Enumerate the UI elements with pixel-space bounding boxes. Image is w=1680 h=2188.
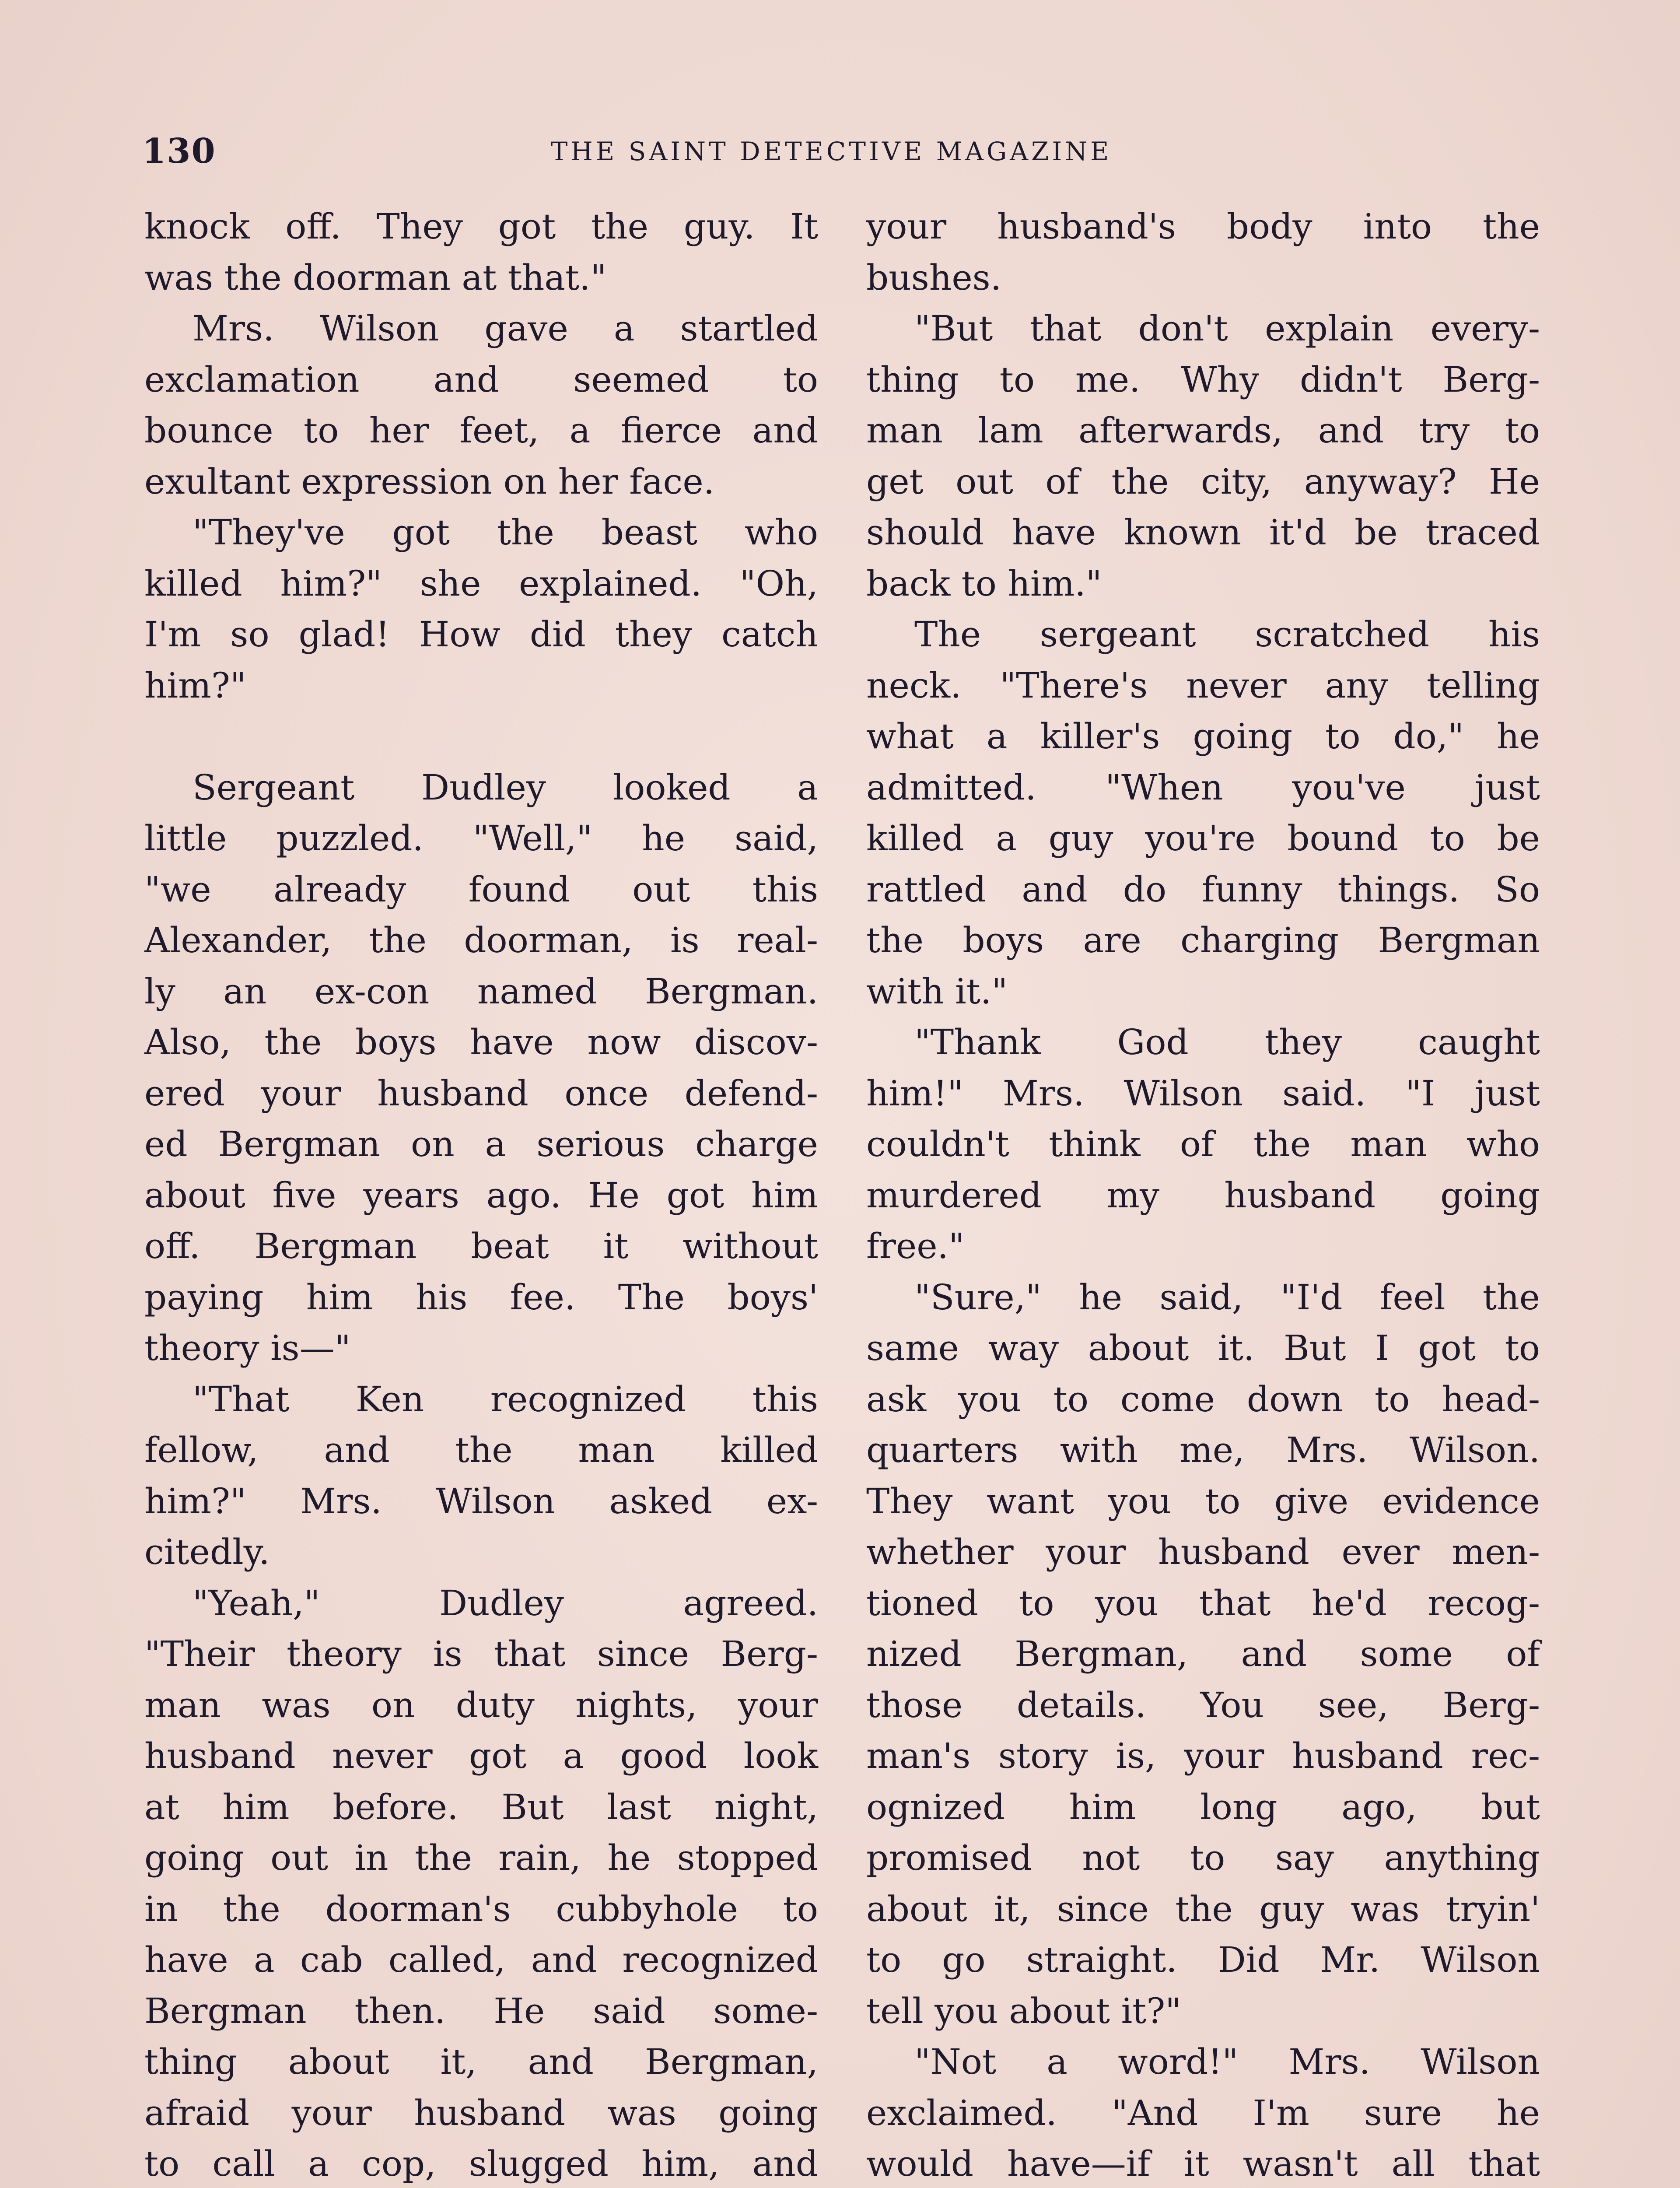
text-line: the boys are charging Bergman bbox=[866, 920, 1540, 961]
text-line: him?" bbox=[144, 665, 246, 706]
text-line: your husband's body into the bbox=[866, 206, 1540, 247]
text-line: those details. You see, Berg- bbox=[866, 1684, 1540, 1725]
text-line: admitted. "When you've just bbox=[866, 767, 1540, 808]
page-header bbox=[0, 131, 1680, 175]
text-line: "Thank God they caught bbox=[914, 1022, 1540, 1062]
text-line: killed a guy you're bound to be bbox=[866, 818, 1540, 859]
text-line: about five years ago. He got him bbox=[144, 1175, 818, 1216]
text-line: was the doorman at that." bbox=[144, 257, 607, 298]
left-text-column bbox=[144, 201, 818, 2188]
text-line: theory is—" bbox=[144, 1328, 351, 1368]
text-line: ognized him long ago, but bbox=[866, 1786, 1540, 1827]
text-line: Sergeant Dudley looked a bbox=[192, 767, 818, 808]
text-line: ered your husband once defend- bbox=[144, 1073, 818, 1114]
text-line: should have known it'd be traced bbox=[866, 512, 1540, 553]
text-line: to go straight. Did Mr. Wilson bbox=[866, 1939, 1540, 1980]
right-text-column bbox=[866, 201, 1540, 2188]
text-line: off. Bergman beat it without bbox=[144, 1226, 818, 1266]
text-line: husband never got a good look bbox=[144, 1736, 818, 1776]
text-line: afraid your husband was going bbox=[144, 2092, 818, 2133]
text-line: man's story is, your husband rec- bbox=[866, 1736, 1540, 1776]
text-line: murdered my husband going bbox=[866, 1175, 1540, 1216]
paragraph-gap bbox=[144, 711, 818, 762]
text-line: at him before. But last night, bbox=[144, 1786, 818, 1827]
text-line: neck. "There's never any telling bbox=[866, 665, 1540, 706]
text-line: back to him." bbox=[866, 563, 1102, 604]
text-line: exclaimed. "And I'm sure he bbox=[866, 2092, 1540, 2133]
running-title: THE SAINT DETECTIVE MAGAZINE bbox=[550, 137, 1112, 166]
text-line: paying him his fee. The boys' bbox=[144, 1276, 818, 1318]
text-line: exultant expression on her face. bbox=[144, 461, 715, 502]
text-line: ask you to come down to head- bbox=[866, 1378, 1540, 1420]
text-line: to call a cop, slugged him, and bbox=[144, 2143, 818, 2184]
text-line: citedly. bbox=[144, 1532, 270, 1572]
text-line: bounce to her feet, a fierce and bbox=[144, 410, 818, 451]
text-line: with it." bbox=[866, 971, 1008, 1012]
text-line: knock off. They got the guy. It bbox=[144, 206, 818, 247]
text-line: nized Bergman, and some of bbox=[866, 1634, 1540, 1674]
page-number: 130 bbox=[142, 131, 216, 171]
text-line: The sergeant scratched his bbox=[914, 614, 1540, 655]
text-line: bushes. bbox=[866, 257, 1002, 298]
text-line: going out in the rain, he stopped bbox=[144, 1837, 818, 1878]
text-line: him!" Mrs. Wilson said. "I just bbox=[866, 1073, 1540, 1114]
text-line: tioned to you that he'd recog- bbox=[866, 1582, 1540, 1623]
text-line: "Sure," he said, "I'd feel the bbox=[914, 1276, 1540, 1318]
text-line: about it, since the guy was tryin' bbox=[866, 1888, 1540, 1929]
text-line: They want you to give evidence bbox=[866, 1480, 1540, 1522]
text-line: quarters with me, Mrs. Wilson. bbox=[866, 1430, 1540, 1470]
text-line: "Yeah," Dudley agreed. bbox=[192, 1582, 818, 1623]
text-line: Bergman then. He said some- bbox=[144, 1990, 818, 2031]
text-line: "we already found out this bbox=[144, 869, 818, 910]
text-line: killed him?" she explained. "Oh, bbox=[144, 563, 818, 604]
text-line: in the doorman's cubbyhole to bbox=[144, 1888, 818, 1929]
text-line: "But that don't explain every- bbox=[914, 308, 1540, 349]
text-line: Also, the boys have now discov- bbox=[144, 1022, 818, 1062]
text-line: "Not a word!" Mrs. Wilson bbox=[914, 2041, 1540, 2082]
text-line: would have—if it wasn't all that bbox=[866, 2143, 1540, 2184]
text-line: get out of the city, anyway? He bbox=[866, 461, 1540, 502]
text-line: I'm so glad! How did they catch bbox=[144, 614, 818, 655]
text-line: have a cab called, and recognized bbox=[144, 1939, 818, 1980]
text-line: "Their theory is that since Berg- bbox=[144, 1634, 818, 1674]
text-line: ed Bergman on a serious charge bbox=[144, 1124, 818, 1164]
text-line: tell you about it?" bbox=[866, 1990, 1181, 2031]
text-line: "They've got the beast who bbox=[192, 512, 818, 553]
text-line: little puzzled. "Well," he said, bbox=[144, 818, 818, 859]
text-line: free." bbox=[866, 1226, 965, 1266]
text-line: same way about it. But I got to bbox=[866, 1328, 1540, 1368]
text-line: him?" Mrs. Wilson asked ex- bbox=[144, 1480, 818, 1522]
text-line: couldn't think of the man who bbox=[866, 1124, 1540, 1164]
text-line: ly an ex-con named Bergman. bbox=[144, 971, 818, 1012]
text-line: thing to me. Why didn't Berg- bbox=[866, 359, 1540, 400]
text-line: rattled and do funny things. So bbox=[866, 869, 1540, 910]
text-line: exclamation and seemed to bbox=[144, 359, 818, 400]
text-line: what a killer's going to do," he bbox=[866, 716, 1540, 757]
text-line: man was on duty nights, your bbox=[144, 1684, 818, 1725]
text-line: thing about it, and Bergman, bbox=[144, 2041, 818, 2082]
text-line: Alexander, the doorman, is real- bbox=[144, 920, 818, 961]
text-line: man lam afterwards, and try to bbox=[866, 410, 1540, 451]
text-line: "That Ken recognized this bbox=[192, 1378, 818, 1420]
text-line: whether your husband ever men- bbox=[866, 1532, 1540, 1572]
text-line: promised not to say anything bbox=[866, 1837, 1540, 1878]
text-line: fellow, and the man killed bbox=[144, 1430, 818, 1470]
text-line: Mrs. Wilson gave a startled bbox=[192, 308, 818, 349]
